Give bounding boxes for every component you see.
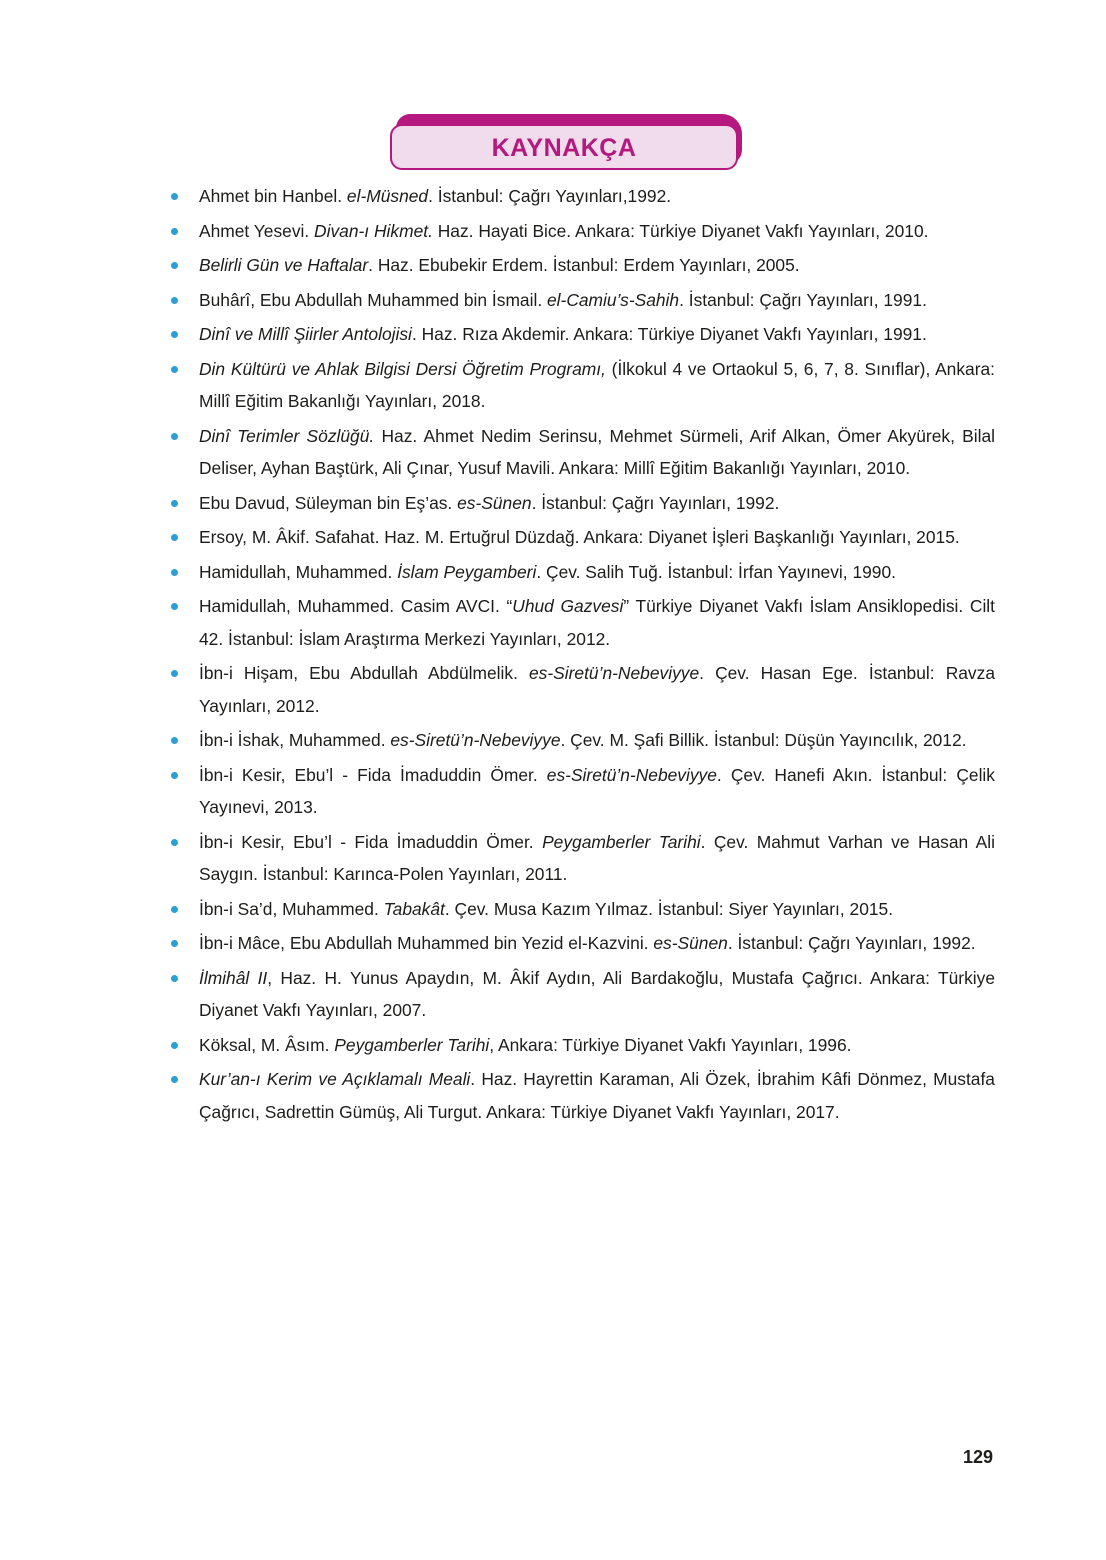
- bullet-icon: [171, 906, 178, 913]
- heading-box: [390, 124, 738, 170]
- reference-text: . İstanbul: Çağrı Yayınları,1992.: [428, 186, 672, 206]
- reference-item: [170, 353, 995, 418]
- reference-item: [170, 180, 995, 213]
- bullet-icon: [171, 1076, 178, 1083]
- reference-item: [170, 487, 995, 520]
- heading-banner: [390, 114, 742, 172]
- reference-item: [170, 521, 995, 554]
- reference-text: Haz. Hayati Bice. Ankara: Türkiye Diyanet Vakfı Yayınları, 2010.: [432, 220, 929, 241]
- reference-item: [170, 420, 995, 485]
- page-title: KAYNAKÇA: [491, 133, 637, 162]
- reference-text: . Çev. Musa Kazım Yılmaz. İstanbul: Siyer Yayınları, 2015.: [444, 898, 894, 919]
- reference-text: . Çev. Hanefi Akın. İstanbul: Çelik Yayınevi, 2013.: [199, 764, 995, 817]
- reference-text: . İstanbul: Çağrı Yayınları, 1991.: [679, 289, 927, 310]
- reference-text: . Çev. Salih Tuğ. İstanbul: İrfan Yayınevi, 1990.: [536, 561, 896, 582]
- bullet-icon: [171, 433, 178, 440]
- reference-title: Din Kültürü ve Ahlak Bilgisi Dersi Öğretim Programı,: [199, 358, 606, 379]
- reference-title: es-Siretü’n-Nebeviyye: [390, 730, 561, 750]
- reference-item: [170, 927, 995, 960]
- reference-text: Buhârî, Ebu Abdullah Muhammed bin İsmail.: [199, 289, 547, 310]
- reference-title: Peygamberler Tarihi: [334, 1034, 490, 1055]
- reference-item: [170, 893, 995, 926]
- bullet-icon: [171, 603, 178, 610]
- bullet-icon: [171, 366, 178, 373]
- reference-title: İlmihâl II: [199, 967, 268, 988]
- reference-item: [170, 759, 995, 824]
- reference-text: Hamidullah, Muhammed.: [199, 561, 398, 582]
- reference-item: [170, 826, 995, 891]
- bullet-icon: [171, 331, 178, 338]
- bullet-icon: [171, 737, 178, 744]
- bullet-icon: [171, 839, 178, 846]
- reference-item: [170, 1029, 995, 1062]
- reference-item: [170, 249, 995, 282]
- reference-item: [170, 590, 995, 655]
- reference-text: İbn-i Mâce, Ebu Abdullah Muhammed bin Yezid el-Kazvini.: [199, 933, 654, 953]
- reference-title: Belirli Gün ve Haftalar: [199, 255, 369, 275]
- reference-title: Kur’an-ı Kerim ve Açıklamalı Meali: [199, 1069, 471, 1089]
- reference-title: Peygamberler Tarihi: [542, 831, 701, 852]
- reference-item: [170, 318, 995, 351]
- reference-item: [170, 724, 995, 757]
- reference-text: . İstanbul: Çağrı Yayınları, 1992.: [727, 933, 976, 953]
- reference-text: Ahmet Yesevi.: [199, 220, 315, 241]
- reference-title: el-Camiu’s-Sahih: [547, 289, 680, 310]
- reference-text: . Çev. Hasan Ege. İstanbul: Ravza Yayınları, 2012.: [199, 663, 995, 716]
- bullet-icon: [171, 500, 178, 507]
- reference-title: es-Siretü’n-Nebeviyye: [529, 663, 700, 683]
- bullet-icon: [171, 772, 178, 779]
- reference-text: . İstanbul: Çağrı Yayınları, 1992.: [531, 492, 780, 513]
- reference-item: [170, 215, 995, 248]
- reference-title: İslam Peygamberi: [397, 561, 537, 582]
- reference-text: İbn-i Kesir, Ebu’l - Fida İmaduddin Ömer.: [199, 831, 543, 852]
- reference-text: . Haz. Ebubekir Erdem. İstanbul: Erdem Yayınları, 2005.: [368, 255, 800, 275]
- reference-title: el-Müsned: [346, 186, 429, 206]
- reference-item: [170, 962, 995, 1027]
- bullet-icon: [171, 228, 178, 235]
- reference-item: [170, 284, 995, 317]
- reference-title: Tabakât: [383, 898, 445, 919]
- page-number: 129: [962, 1447, 993, 1467]
- bullet-icon: [171, 940, 178, 947]
- reference-text: . Çev. Mahmut Varhan ve Hasan Ali Saygın. İstanbul: Karınca-Polen Yayınları, 2011.: [199, 831, 995, 884]
- reference-title: es-Siretü’n-Nebeviyye: [546, 764, 717, 785]
- reference-text: İbn-i Sa’d, Muhammed.: [199, 898, 384, 919]
- reference-text: . Haz. Hayrettin Karaman, Ali Özek, İbrahim Kâfi Dönmez, Mustafa Çağrıcı, Sadrettin Gümüş, Ali Turgut. Ankara: Türkiye Diyanet Vakfı Yayınları, 2017.: [199, 1069, 995, 1122]
- reference-list: [170, 180, 995, 1130]
- reference-text: Ebu Davud, Süleyman bin Eş’as.: [199, 492, 458, 513]
- bullet-icon: [171, 193, 178, 200]
- bullet-icon: [171, 569, 178, 576]
- bullet-icon: [171, 670, 178, 677]
- reference-title: Dinî Terimler Sözlüğü.: [199, 425, 375, 446]
- reference-text: , Ankara: Türkiye Diyanet Vakfı Yayınları, 1996.: [489, 1034, 852, 1055]
- reference-title: Uhud Gazvesi: [512, 596, 624, 616]
- reference-text: İbn-i Kesir, Ebu’l - Fida İmaduddin Ömer.: [199, 764, 547, 785]
- reference-title: es-Sünen: [457, 492, 532, 513]
- reference-text: Ahmet bin Hanbel.: [199, 186, 347, 206]
- reference-text: , Haz. H. Yunus Apaydın, M. Âkif Aydın, Ali Bardakoğlu, Mustafa Çağrıcı. Ankara: Türkiye Diyanet Vakfı Yayınları, 2007.: [199, 967, 995, 1020]
- reference-text: İbn-i Hişam, Ebu Abdullah Abdülmelik.: [199, 663, 530, 683]
- reference-text: Haz. Ahmet Nedim Serinsu, Mehmet Sürmeli, Arif Alkan, Ömer Akyürek, Bilal Deliser, Ayhan Baştürk, Ali Çınar, Yusuf Mavili. Ankara: Millî Eğitim Bakanlığı Yayınları, 2010.: [199, 425, 995, 478]
- bullet-icon: [171, 297, 178, 304]
- bullet-icon: [171, 262, 178, 269]
- reference-item: [170, 657, 995, 722]
- reference-item: [170, 556, 995, 589]
- reference-text: . Haz. Rıza Akdemir. Ankara: Türkiye Diyanet Vakfı Yayınları, 1991.: [411, 324, 927, 344]
- reference-item: [170, 1063, 995, 1128]
- bullet-icon: [171, 1042, 178, 1049]
- reference-text: ” Türkiye Diyanet Vakfı İslam Ansiklopedisi. Cilt 42. İstanbul: İslam Araştırma Merkezi Yayınları, 2012.: [199, 596, 995, 649]
- reference-text: . Çev. M. Şafi Billik. İstanbul: Düşün Yayıncılık, 2012.: [560, 730, 967, 750]
- reference-text: Hamidullah, Muhammed. Casim AVCI. “: [199, 596, 513, 616]
- reference-text: Ersoy, M. Âkif. Safahat. Haz. M. Ertuğrul Düzdağ. Ankara: Diyanet İşleri Başkanlığı Yayınları, 2015.: [199, 527, 960, 547]
- reference-text: Köksal, M. Âsım.: [199, 1034, 335, 1055]
- bullet-icon: [171, 534, 178, 541]
- reference-title: Dinî ve Millî Şiirler Antolojisi: [199, 324, 412, 344]
- reference-title: Divan-ı Hikmet.: [314, 220, 433, 241]
- reference-text: (İlkokul 4 ve Ortaokul 5, 6, 7, 8. Sınıflar), Ankara: Millî Eğitim Bakanlığı Yayınları, 2018.: [199, 358, 996, 411]
- reference-title: es-Sünen: [653, 933, 728, 953]
- reference-text: İbn-i İshak, Muhammed.: [199, 730, 391, 750]
- bullet-icon: [171, 975, 178, 982]
